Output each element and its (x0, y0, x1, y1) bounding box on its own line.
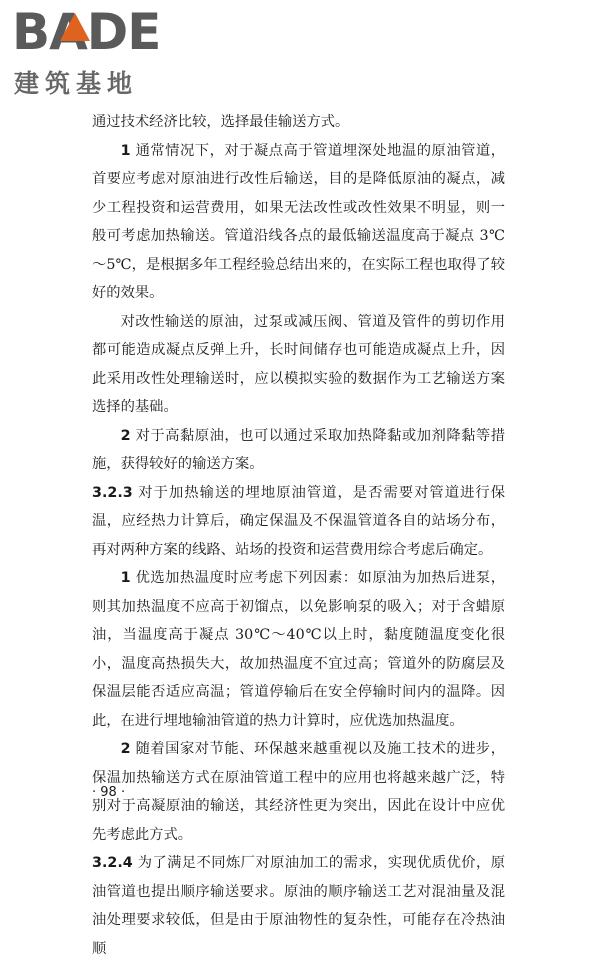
page-number: · 98 · (92, 785, 126, 800)
paragraph-5 (92, 564, 505, 735)
clause-number: 3.2.4 (92, 855, 133, 871)
item-number: 2 (120, 741, 131, 757)
page-body (92, 108, 505, 963)
paragraph-text: 通常情况下，对于凝点高于管道埋深处地温的原油管道，首要应考虑对原油进行改性后输送，目的是降低原油的凝点，减少工程投资和运营费用，如果无法改性或改性效果不明显，则一般可考虑加热输送。管道沿线各点的最低输送温度高于凝点 3℃～5℃，是根据多年工程经验总结出来的，在实际工程也取得了较好的效果。 (92, 142, 505, 301)
paragraph-text: 对改性输送的原油，过泵或减压阀、管道及管件的剪切作用都可能造成凝点反弹上升，长时间储存也可能造成凝点上升，因此采用改性处理输送时，应以模拟实验的数据作为工艺输送方案选择的基础。 (92, 313, 505, 415)
paragraph-text: 随着国家对节能、环保越来越重视以及施工技术的进步，保温加热输送方式在原油管道工程中的应用也将越来越广泛，特别对于高凝原油的输送，其经济性更为突出，因此在设计中应优先考虑此方式。 (92, 741, 505, 843)
paragraph-text: 通过技术经济比较，选择最佳输送方式。 (92, 114, 350, 130)
paragraph-text: 优选加热温度时应考虑下列因素：如原油为加热后进泵，则其加热温度不应高于初馏点，以免影响泵的吸入；对于含蜡原油，当温度高于凝点 30℃～40℃以上时，黏度随温度变化很小，温度高热损失大，故加热温度不宜过高；管道外的防腐层及保温层能否适应高温；管道停输后在安全停输时间内的温降。因此，在进行埋地输油管道的热力计算时，应优选加热温度。 (92, 570, 505, 729)
logo-accent-triangle (60, 13, 90, 41)
item-number: 1 (120, 570, 131, 586)
paragraph-2 (92, 308, 505, 422)
item-number: 2 (120, 427, 131, 444)
clause-number: 3.2.3 (92, 484, 133, 501)
paragraph-7 (92, 849, 505, 963)
paragraph-1 (92, 137, 505, 308)
paragraph-6 (92, 735, 505, 849)
paragraph-text: 为了满足不同炼厂对原油加工的需求，实现优质优价，原油管道也提出顺序输送要求。原油的顺序输送工艺对混油量及混油处理要求较低，但是由于原油物性的复杂性，可能存在冷热油顺 (92, 855, 506, 957)
logo-subtitle: 建筑基地 (14, 69, 139, 98)
paragraph-text: 对于加热输送的埋地原油管道，是否需要对管道进行保温，应经热力计算后，确定保温及不保温管道各自的站场分布，再对两种方案的线路、站场的投资和运营费用综合考虑后确定。 (92, 484, 506, 558)
paragraph-0 (92, 108, 505, 137)
bade-logo (12, 3, 187, 98)
logo-wordmark: BADE (12, 3, 161, 61)
paragraph-4 (92, 479, 505, 565)
paragraph-text: 对于高黏原油，也可以通过采取加热降黏或加剂降黏等措施，获得较好的输送方案。 (92, 427, 505, 472)
item-number: 1 (120, 142, 131, 159)
paragraph-3 (92, 422, 505, 479)
